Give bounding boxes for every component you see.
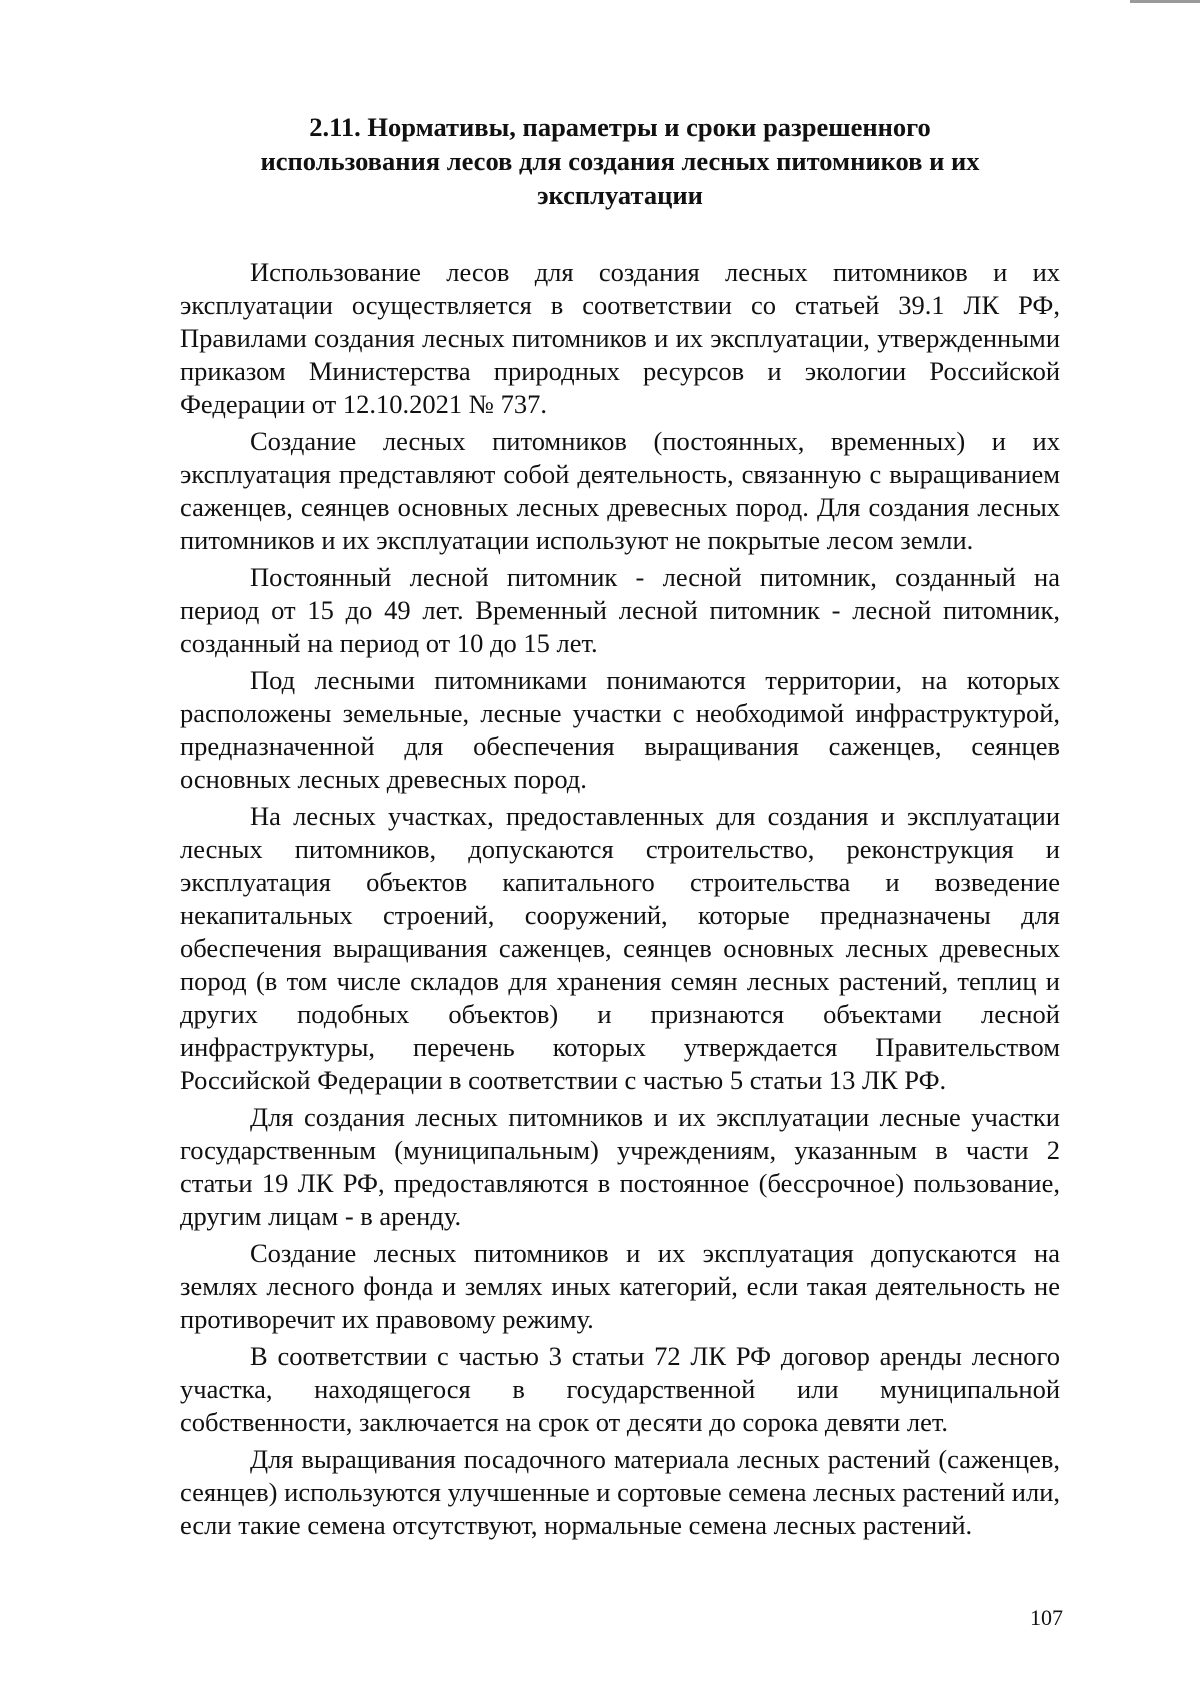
page-number: 107 (1030, 1605, 1063, 1630)
document-page (180, 110, 1060, 1546)
paragraph-2: Создание лесных питомников (постоянных, временных) и их эксплуатация представляют собой деятельность, связанную с выращиванием саженцев, сеянцев основных лесных древесных пород. Для создания лесных питомников и их эксплуатации используют не покрытые лесом земли. (180, 426, 1060, 555)
section-heading (180, 110, 1060, 212)
paragraph-7: Создание лесных питомников и их эксплуатация допускаются на землях лесного фонда и землях иных категорий, если такая деятельность не противоречит их правовому режиму. (180, 1238, 1060, 1334)
section-heading-line-3: эксплуатации (537, 180, 703, 210)
paragraph-3: Постоянный лесной питомник - лесной питомник, созданный на период от 15 до 49 лет. Временный лесной питомник - лесной питомник, созданный на период от 10 до 15 лет. (180, 562, 1060, 658)
paragraph-5: На лесных участках, предоставленных для создания и эксплуатации лесных питомников, допускаются строительство, реконструкция и эксплуатация объектов капитального строительства и возведение некапитальных строений, сооружений, которые предназначены для обеспечения выращивания саженцев, сеянцев основных лесных древесных пород (в том числе складов для хранения семян лесных растений, теплиц и других подобных объектов) и признаются объектами лесной инфраструктуры, перечень которых утверждается Правительством Российской Федерации в соответствии с частью 5 статьи 13 ЛК РФ. (180, 801, 1060, 1095)
paragraph-1: Использование лесов для создания лесных питомников и их эксплуатации осуществляется в соответствии со статьей 39.1 ЛК РФ, Правилами создания лесных питомников и их эксплуатации, утвержденными приказом Министерства природных ресурсов и экологии Российской Федерации от 12.10.2021 № 737. (180, 257, 1060, 419)
section-heading-line-1: 2.11. Нормативы, параметры и сроки разрешенного (309, 112, 931, 142)
paragraph-4: Под лесными питомниками понимаются территории, на которых расположены земельные, лесные участки с необходимой инфраструктурой, предназначенной для обеспечения выращивания саженцев, сеянцев основных лесных древесных пород. (180, 665, 1060, 794)
paragraph-6: Для создания лесных питомников и их эксплуатации лесные участки государственным (муниципальным) учреждениям, указанным в части 2 статьи 19 ЛК РФ, предоставляются в постоянное (бессрочное) пользование, другим лицам - в аренду. (180, 1102, 1060, 1231)
paragraph-9: Для выращивания посадочного материала лесных растений (саженцев, сеянцев) используются улучшенные и сортовые семена лесных растений или, если такие семена отсутствуют, нормальные семена лесных растений. (180, 1444, 1060, 1540)
scan-edge-mark (1130, 0, 1200, 3)
paragraph-8: В соответствии с частью 3 статьи 72 ЛК РФ договор аренды лесного участка, находящегося в государственной или муниципальной собственности, заключается на срок от десяти до сорока девяти лет. (180, 1341, 1060, 1437)
section-heading-line-2: использования лесов для создания лесных питомников и их (260, 146, 980, 176)
